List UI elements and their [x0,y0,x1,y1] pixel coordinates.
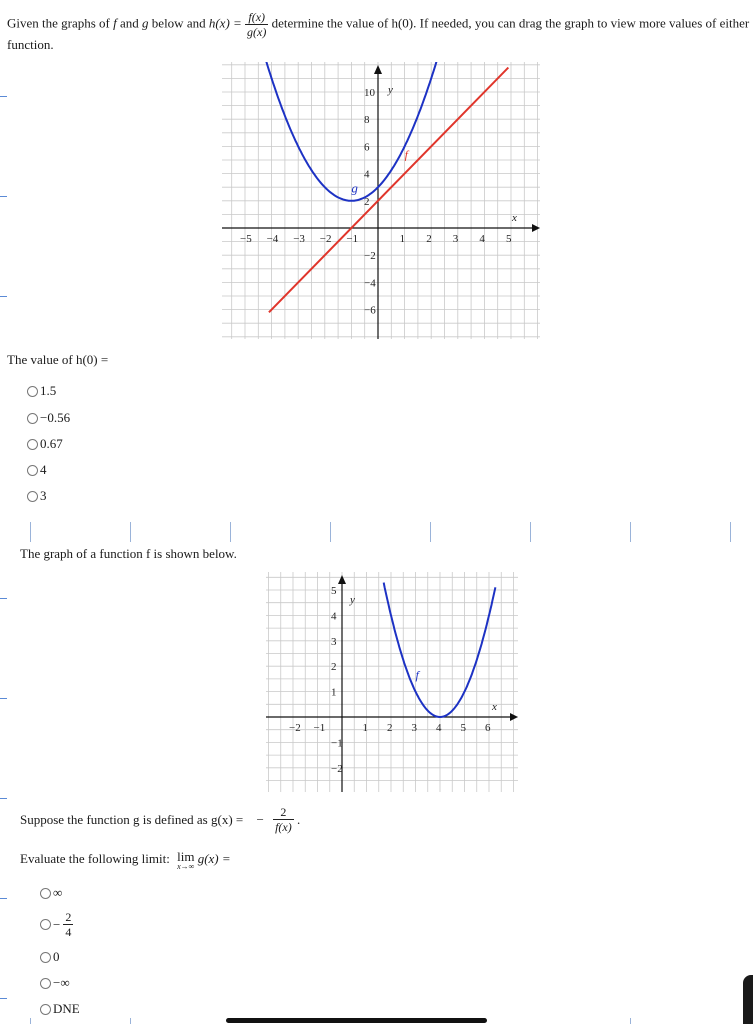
edge-marker [0,598,7,599]
radio-button[interactable] [27,413,38,424]
y-tick-label: 4 [364,168,370,181]
separator-tick [330,522,331,542]
option-neg-infinity[interactable]: −∞ [40,975,70,991]
y-tick-label: −4 [364,277,376,290]
x-tick-label: −5 [240,233,252,245]
graph2[interactable] [266,572,518,792]
y-tick-label: 3 [331,635,337,648]
separator-tick [30,1018,31,1024]
y-tick-label: 2 [364,195,370,208]
edge-marker [0,898,7,899]
separator-tick [630,522,631,542]
y-axis-label: y [350,594,355,606]
option-neg-0-56[interactable]: −0.56 [27,410,70,426]
radio-button[interactable] [40,978,51,989]
home-indicator[interactable] [226,1018,487,1023]
y-axis-label: y [388,84,393,96]
radio-button[interactable] [27,465,38,476]
x-axis-arrow [510,713,518,721]
option-0-67[interactable]: 0.67 [27,436,63,452]
x-tick-label: 3 [452,233,459,245]
f-label: f [415,667,419,682]
question1-value-prompt: The value of h(0) = [7,352,109,367]
radio-button[interactable] [27,439,38,450]
h-fraction: $\frac{f(x)}{g(x)}$ [247,10,267,39]
radio-button[interactable] [40,952,51,963]
option-1-5[interactable]: 1.5 [27,383,56,399]
y-axis-arrow [374,65,382,74]
y-tick-label: 5 [331,585,337,597]
x-tick-label: −3 [293,233,305,245]
x-tick-label: 1 [362,722,368,734]
separator-tick [730,522,731,542]
x-tick-label: −1 [313,722,326,734]
y-tick-label: 2 [331,661,337,674]
option-fraction: $\frac{2}{4}$ [65,910,72,939]
side-handle[interactable] [743,975,753,1024]
option-4[interactable]: 4 [27,462,47,478]
g-fraction: $\frac{2}{f(x)}$ [275,805,292,834]
option-neg-2-over-4[interactable]: − $\frac{2}{4}$ [40,910,73,939]
radio-button[interactable] [40,1004,51,1015]
y-tick-label: −1 [331,737,343,750]
g-label: g [351,180,358,196]
question1-prompt-cont: function. [7,37,54,52]
radio-button[interactable] [40,888,51,899]
question2-definition: Suppose the function g is defined as g(x) = − $\frac{2}{f(x)}$ . [20,805,301,834]
edge-marker [0,998,7,999]
x-axis-label: x [492,701,497,713]
y-axis-arrow [338,575,346,584]
graph1[interactable] [222,62,540,339]
f-line [266,68,508,313]
x-tick-label: 2 [426,233,432,245]
radio-button[interactable] [40,919,51,930]
edge-marker [0,296,7,297]
x-tick-label: 1 [399,233,406,245]
option-0[interactable]: 0 [40,949,60,965]
x-tick-label: 5 [460,722,466,734]
x-axis-arrow [532,224,540,232]
radio-button[interactable] [27,491,38,502]
x-tick-label: 3 [411,722,417,734]
option-infinity[interactable]: ∞ [40,885,62,901]
separator-tick [130,1018,131,1024]
separator-tick [530,522,531,542]
y-tick-label: −6 [364,304,376,317]
y-tick-label: 1 [331,686,337,699]
x-tick-label: 2 [387,722,393,734]
question1-prompt: Given the graphs of f and g below and h(x) = $\frac{f(x)}{g(x)}$ determine the value of h(0). If needed, you can drag the graph to view more values of either [7,10,750,39]
x-tick-label: −2 [289,722,301,734]
y-tick-label: 10 [364,87,375,99]
x-tick-label: −4 [266,233,279,245]
separator-tick [230,522,231,542]
f-label: f [404,147,408,162]
option-dne[interactable]: DNE [40,1001,80,1017]
question2-intro: The graph of a function f is shown below. [20,546,237,561]
edge-marker [0,798,7,799]
y-tick-label: 8 [364,114,370,127]
y-tick-label: 4 [331,610,337,623]
option-3[interactable]: 3 [27,488,47,504]
x-tick-label: 4 [436,722,442,734]
radio-button[interactable] [27,386,38,397]
question2-limit-prompt: Evaluate the following limit: lim x→∞ g(x) = [20,849,231,871]
x-tick-label: 6 [485,722,491,734]
y-tick-label: −2 [364,250,376,263]
separator-tick [630,1018,631,1024]
y-tick-label: 6 [364,141,370,154]
separator-tick [130,522,131,542]
x-tick-label: −2 [319,233,332,245]
edge-marker [0,196,7,197]
separator-tick [430,522,431,542]
edge-marker [0,96,7,97]
x-tick-label: 5 [506,233,512,245]
x-tick-label: 4 [479,233,485,245]
x-axis-label: x [512,212,517,224]
y-tick-label: −2 [331,762,343,775]
x-tick-label: −1 [346,233,359,245]
separator-tick [30,522,31,542]
edge-marker [0,698,7,699]
